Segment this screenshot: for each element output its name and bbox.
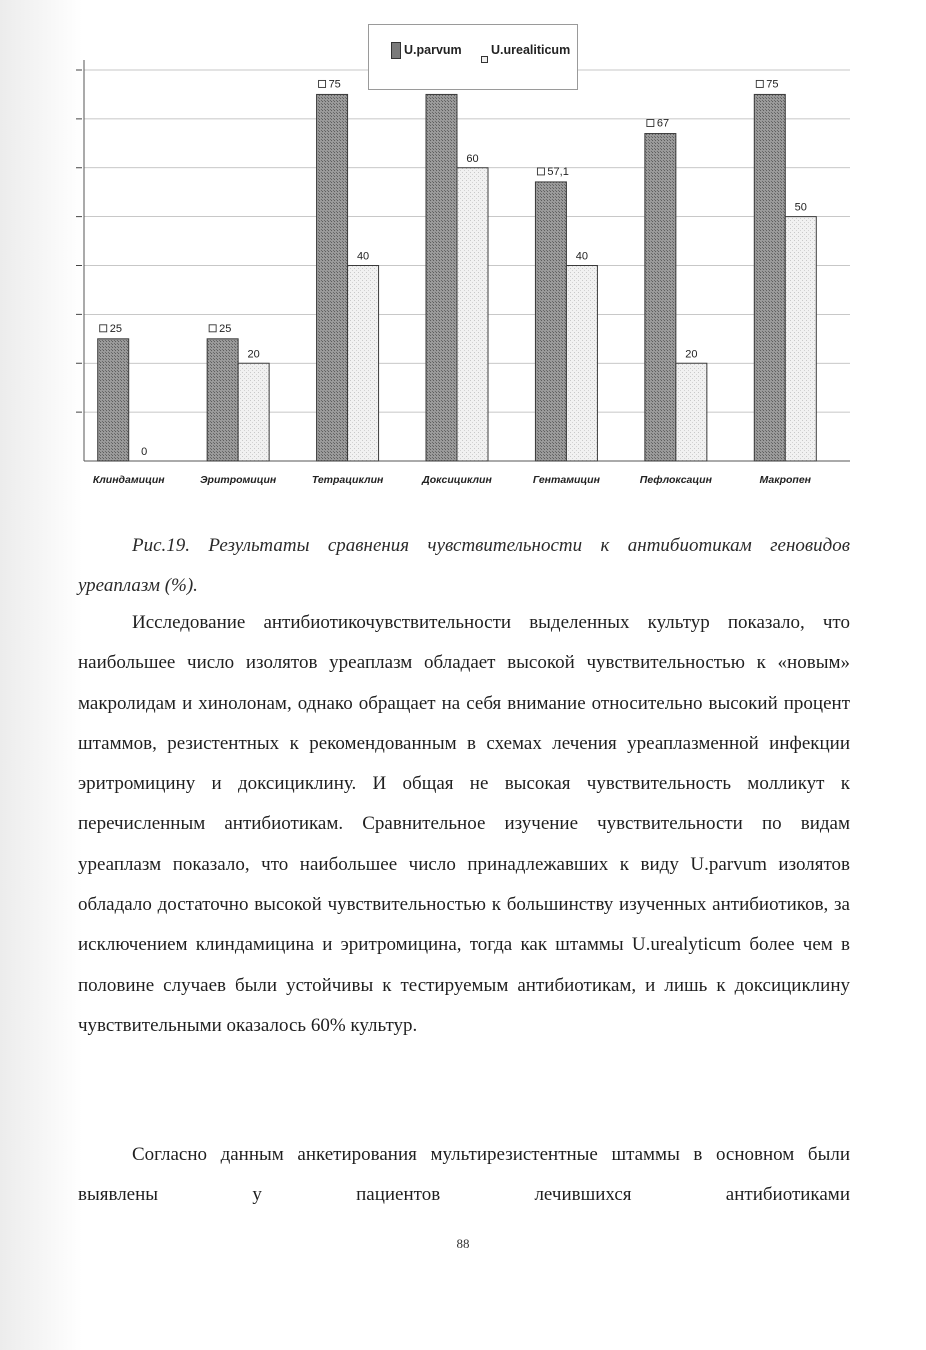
x-tick-label: Клиндамицин bbox=[92, 474, 165, 486]
data-label-series-2: 20 bbox=[247, 348, 260, 361]
data-label-series-1: 57,1 bbox=[547, 165, 569, 178]
data-label-marker bbox=[647, 120, 654, 127]
data-label-series-2: 40 bbox=[575, 250, 589, 263]
x-tick-label: Пефлоксацин bbox=[639, 474, 712, 486]
legend-label-series-2: U.urealiticum bbox=[491, 43, 571, 57]
x-tick-label: Макропен bbox=[759, 474, 812, 486]
data-label-series-1: 25 bbox=[219, 322, 232, 335]
data-label-series-1: 75 bbox=[766, 78, 779, 91]
body-paragraph-2: Согласно данным анкетирования мультирезистентные штаммы в основном были выявлены у пациентов лечившихся антибиотиками bbox=[78, 1144, 850, 1206]
data-label-series-2: 60 bbox=[466, 152, 479, 165]
data-label-series-1: 25 bbox=[109, 322, 122, 335]
data-label-marker bbox=[319, 80, 326, 87]
bar-series-1 bbox=[754, 94, 785, 461]
x-tick-label: Доксициклин bbox=[422, 474, 492, 486]
data-label-series-1: 67 bbox=[656, 117, 670, 130]
bar-chart-svg bbox=[70, 20, 860, 500]
bar-series-1 bbox=[317, 94, 348, 461]
chart-legend bbox=[368, 24, 578, 90]
bar-series-1 bbox=[207, 339, 238, 461]
x-tick-label: Гентамицин bbox=[532, 474, 600, 486]
data-label-marker bbox=[209, 325, 216, 332]
bar-series-1 bbox=[535, 182, 566, 461]
page-number: 88 bbox=[456, 1236, 470, 1251]
bar-series-1 bbox=[426, 94, 457, 461]
bar-series-2 bbox=[457, 168, 488, 461]
legend-item-series-1 bbox=[391, 41, 462, 59]
data-label-series-1: 75 bbox=[328, 78, 341, 91]
bar-series-2 bbox=[348, 266, 379, 462]
data-label-marker bbox=[100, 325, 107, 332]
data-label-series-2: 50 bbox=[794, 201, 807, 214]
bar-series-2 bbox=[566, 266, 597, 462]
data-label-series-2: 40 bbox=[356, 250, 370, 263]
legend-label-series-1: U.parvum bbox=[404, 43, 462, 57]
data-label-series-2: 20 bbox=[685, 348, 698, 361]
x-tick-label: Тетрациклин bbox=[311, 474, 384, 486]
data-label-series-2: 0 bbox=[141, 446, 148, 458]
bar-series-2 bbox=[676, 363, 707, 461]
bar-series-2 bbox=[785, 217, 816, 461]
figure-caption: Рис.19. Результаты сравнения чувствительности к антибиотикам геновидов уреаплазм (%). bbox=[78, 535, 850, 596]
bar-series-1 bbox=[98, 339, 129, 461]
bar-series-1 bbox=[645, 134, 676, 461]
bar-chart bbox=[70, 20, 860, 500]
legend-swatch-series-1 bbox=[391, 42, 401, 59]
data-label-marker bbox=[756, 80, 763, 87]
legend-item-series-2 bbox=[481, 41, 570, 59]
body-paragraph-1: Исследование антибиотикочувствительности выделенных культур показало, что наибольшее число изолятов уреаплазм обладает высокой чувствительностью к «новым» макролидам и хинолонам, однако обращает на себя внимание относительно высокий процент штаммов, резистентных к рекомендованным в схемах лечения уреаплазменной инфекции эритромицину и доксициклину. И общая не высокая чувствительность молликут к перечисленным антибиотикам. Сравнительное изучение чувствительности по видам уреаплазм показало, что наибольшее число принадлежавших к виду U.parvum изолятов обладало достаточно высокой чувствительностью к большинству изученных антибиотиков, за исключением клиндамицина и эритромицина, тогда как штаммы U.urealyticum более чем в половине случаев были устойчивы к тестируемым антибиотикам, и лишь к доксициклину чувствительными оказалось 60% культур. bbox=[78, 612, 850, 1036]
x-tick-label: Эритромицин bbox=[200, 474, 277, 486]
bar-series-2 bbox=[238, 363, 269, 461]
data-label-marker bbox=[537, 168, 544, 175]
legend-swatch-series-2 bbox=[481, 56, 488, 63]
